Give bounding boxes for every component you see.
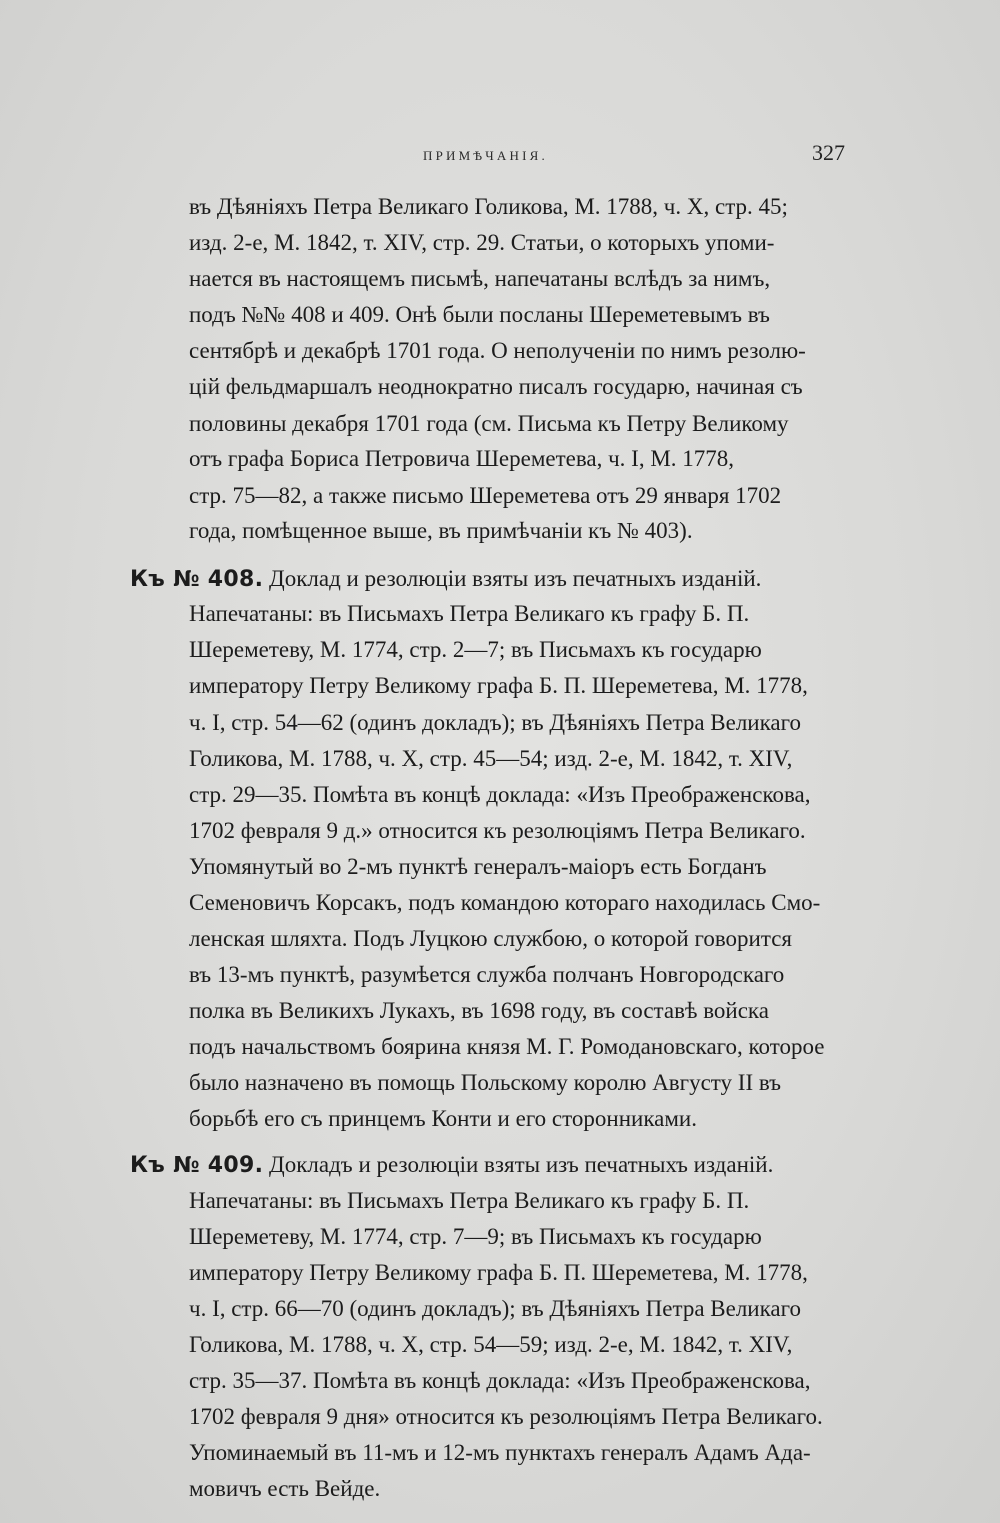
text-line: стр. 35—37. Помѣта въ концѣ доклада: «Изъ Преображенскова, xyxy=(189,1368,811,1393)
text-line: подъ начальствомъ боярина князя М. Г. Ромодановскаго, которое xyxy=(189,1034,825,1059)
text-line: полка въ Великихъ Лукахъ, въ 1698 году, въ составѣ войска xyxy=(189,998,769,1023)
text-line: Упомянутый во 2-мъ пунктѣ генералъ-маіоръ есть Богданъ xyxy=(189,854,767,879)
text-line: 1702 февраля 9 д.» относится къ резолюціямъ Петра Великаго. xyxy=(189,818,806,843)
text-line: Голикова, М. 1788, ч. X, стр. 45—54; изд. 2-е, М. 1842, т. XIV, xyxy=(189,746,793,771)
text-line: въ 13-мъ пунктѣ, разумѣется служба полчанъ Новгородскаго xyxy=(189,962,785,987)
note-408-first-line: Къ № 408. Доклад и резолюціи взяты изъ печатныхъ изданій. xyxy=(130,566,762,592)
text-line: ч. I, стр. 66—70 (одинъ докладъ); въ Дѣяніяхъ Петра Великаго xyxy=(189,1296,802,1321)
running-head: ПРИМѢЧАНІЯ. xyxy=(423,148,548,163)
text-line: стр. 29—35. Помѣта въ концѣ доклада: «Изъ Преображенскова, xyxy=(189,782,811,807)
text-line: нается въ настоящемъ письмѣ, напечатаны вслѣдъ за нимъ, xyxy=(189,266,771,291)
text-line: Напечатаны: въ Письмахъ Петра Великаго къ графу Б. П. xyxy=(189,1188,750,1213)
text-line: половины декабря 1701 года (см. Письма къ Петру Великому xyxy=(189,411,789,436)
text-line: 1702 февраля 9 дня» относится къ резолюціямъ Петра Великаго. xyxy=(189,1404,823,1429)
text-line: стр. 75—82, а также письмо Шереметева отъ 29 января 1702 xyxy=(189,483,782,508)
text-line: ленская шляхта. Подъ Луцкою службою, о которой говорится xyxy=(189,926,792,951)
text-line: Шереметеву, М. 1774, стр. 2—7; въ Письмахъ къ государю xyxy=(189,637,762,662)
text-line: отъ графа Бориса Петровича Шереметева, ч. I, М. 1778, xyxy=(189,446,735,471)
text-line: императору Петру Великому графа Б. П. Шереметева, М. 1778, xyxy=(189,1260,808,1285)
text-line: Напечатаны: въ Письмахъ Петра Великаго къ графу Б. П. xyxy=(189,601,750,626)
text-line: сентябрѣ и декабрѣ 1701 года. О неполученіи по нимъ резолю- xyxy=(189,338,806,363)
text-line: цій фельдмаршалъ неоднократно писалъ государю, начиная съ xyxy=(189,374,803,399)
text-line: Упоминаемый въ 11-мъ и 12-мъ пунктахъ генералъ Адамъ Ада- xyxy=(189,1440,811,1465)
text-line: Шереметеву, М. 1774, стр. 7—9; въ Письмахъ къ государю xyxy=(189,1224,762,1249)
page-number: 327 xyxy=(812,140,845,165)
text-line: императору Петру Великому графа Б. П. Шереметева, М. 1778, xyxy=(189,673,808,698)
note-label: Къ № 409. xyxy=(130,1153,264,1178)
text-line: Семеновичъ Корсакъ, подъ командою котораго находилась Смо- xyxy=(189,890,821,915)
text-line: подъ №№ 408 и 409. Онѣ были посланы Шереметевымъ въ xyxy=(189,302,770,327)
text-line: борьбѣ его съ принцемъ Конти и его сторонниками. xyxy=(189,1106,697,1131)
text-line: изд. 2-е, М. 1842, т. XIV, стр. 29. Статьи, о которыхъ упоми- xyxy=(189,230,775,255)
text-line: въ Дѣяніяхъ Петра Великаго Голикова, М. 1788, ч. X, стр. 45; xyxy=(189,194,788,219)
text-line: мовичъ есть Вейде. xyxy=(189,1476,381,1501)
text-line: года, помѣщенное выше, въ примѣчаніи къ № 403). xyxy=(189,518,693,543)
text-line: ч. I, стр. 54—62 (одинъ докладъ); въ Дѣяніяхъ Петра Великаго xyxy=(189,710,802,735)
note-409-first-line: Къ № 409. Докладъ и резолюціи взяты изъ печатныхъ изданій. xyxy=(130,1152,774,1178)
text-line: Голикова, М. 1788, ч. X, стр. 54—59; изд. 2-е, М. 1842, т. XIV, xyxy=(189,1332,793,1357)
text-line: было назначено въ помощь Польскому королю Августу II въ xyxy=(189,1070,782,1095)
note-label: Къ № 408. xyxy=(130,567,264,592)
